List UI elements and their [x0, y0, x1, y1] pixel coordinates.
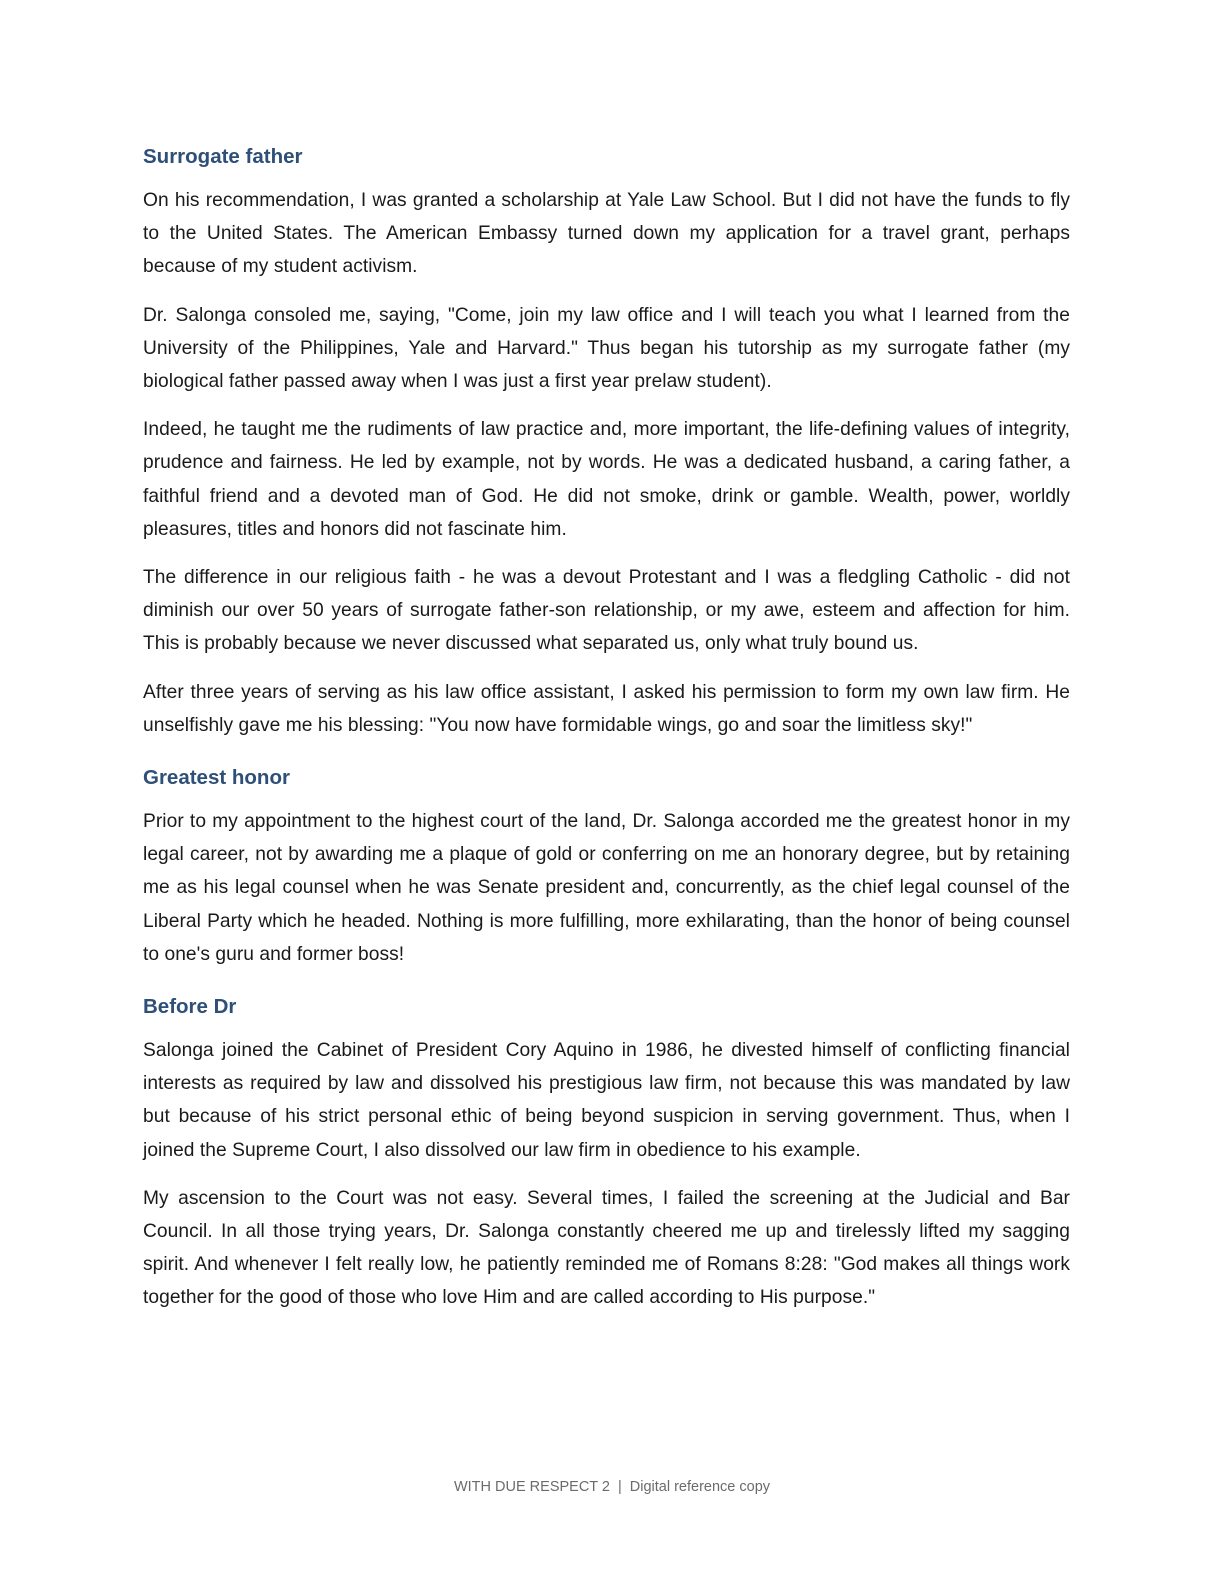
section-heading-greatest-honor: Greatest honor [143, 766, 290, 790]
paragraph: Prior to my appointment to the highest court of the land, Dr. Salonga accorded me the greatest honor in my legal career, not by awarding me a plaque of gold or conferring on me an honorary degree, but by retaining me as his legal counsel when he was Senate president and, concurrently, as the chief legal counsel of the Liberal Party which he headed. Nothing is more fulfilling, more exhilarating, than the honor of being counsel to one's guru and former boss! [143, 811, 1070, 965]
paragraph: On his recommendation, I was granted a scholarship at Yale Law School. But I did not have the funds to fly to the United States. The American Embassy turned down my application for a travel grant, perhaps because of my student activism. [143, 190, 1070, 278]
paragraph: After three years of serving as his law office assistant, I asked his permission to form my own law firm. He unselfishly gave me his blessing: "You now have formidable wings, go and soar the limitless sky!" [143, 681, 1070, 736]
paragraph: Indeed, he taught me the rudiments of law practice and, more important, the life-defining values of integrity, prudence and fairness. He led by example, not by words. He was a dedicated husband, a caring father, a faithful friend and a devoted man of God. He did not smoke, drink or gamble. Wealth, power, worldly pleasures, titles and honors did not fascinate him. [143, 419, 1070, 540]
document-body [143, 142, 1070, 1330]
footer-title: WITH DUE RESPECT 2 [453, 1479, 610, 1495]
paragraph: My ascension to the Court was not easy. Several times, I failed the screening at the Judicial and Bar Council. In all those trying years, Dr. Salonga constantly cheered me up and tirelessly lifted my sagging spirit. And whenever I felt really low, he patiently reminded me of Romans 8:28: "God makes all things work together for the good of those who love Him and are called according to His purpose." [143, 1187, 1070, 1309]
footer-separator: | [618, 1479, 622, 1495]
page-footer [0, 1479, 1224, 1495]
paragraph: Salonga joined the Cabinet of President Cory Aquino in 1986, he divested himself of conflicting financial interests as required by law and dissolved his prestigious law firm, not because this was mandated by law but because of his strict personal ethic of being beyond suspicion in serving government. Thus, when I joined the Supreme Court, I also dissolved our law firm in obedience to his example. [143, 1040, 1070, 1161]
section-heading-surrogate-father: Surrogate father [143, 145, 303, 168]
footer-note: Digital reference copy [629, 1479, 771, 1495]
paragraph: Dr. Salonga consoled me, saying, "Come, join my law office and I will teach you what I learned from the University of the Philippines, Yale and Harvard." Thus began his tutorship as my surrogate father (my biological father passed away when I was just a first year prelaw student). [143, 304, 1070, 393]
section-heading-before-dr: Before Dr [143, 995, 237, 1019]
paragraph: The difference in our religious faith - he was a devout Protestant and I was a fledgling Catholic - did not diminish our over 50 years of surrogate father-son relationship, or my awe, esteem and affection for him. This is probably because we never discussed what separated us, only what truly bound us. [143, 567, 1070, 655]
